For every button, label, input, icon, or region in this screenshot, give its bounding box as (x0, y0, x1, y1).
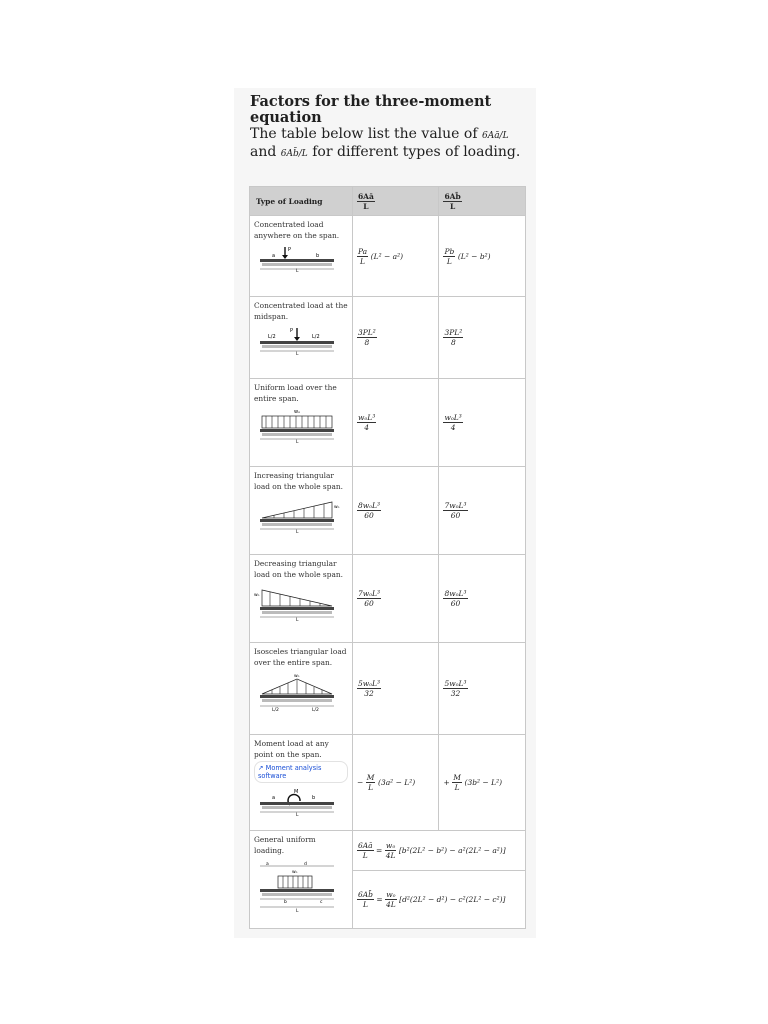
loading-description: Uniform load over the entire span. (254, 383, 337, 403)
factor-a-den: 60 (364, 599, 374, 608)
loading-type-cell (250, 643, 353, 735)
loading-type-cell (250, 467, 353, 555)
formula-b-lhs-num: 6Ab̄ (357, 890, 373, 899)
diagram-label: wₒ (334, 505, 340, 510)
factor-b-den: L (446, 256, 452, 266)
factor-a-den: L (368, 783, 374, 792)
table-row (250, 216, 526, 297)
header-col-b-num: 6Ab̄ (444, 191, 461, 201)
factor-a-cell (352, 555, 439, 643)
diagram-label: wₒ (292, 870, 298, 875)
header-col-b-den: L (449, 201, 456, 211)
factor-b-tail: (L² − b²) (457, 251, 491, 261)
intro-expr-b: 6Ab̄/L (280, 149, 308, 159)
factor-b-den: 8 (450, 338, 456, 347)
factor-b-num: 7wₒL³ (444, 501, 467, 510)
diagram-label: L/2 (312, 708, 319, 713)
factor-b-den: 32 (450, 689, 461, 698)
factor-a (366, 773, 376, 792)
table-row (250, 831, 526, 871)
formula-b-lhs (357, 890, 374, 909)
factor-a-sign: − (356, 778, 364, 787)
factor-a-cell (352, 643, 439, 735)
header-col-a-den: L (363, 201, 369, 211)
header-col-b-fraction (443, 192, 461, 211)
loading-type-cell (250, 735, 353, 831)
factor-a-num: 3PL² (357, 328, 376, 337)
factor-a-num: 7wₒL³ (357, 589, 381, 598)
formula-a-lhs-num: 6Aā (357, 841, 373, 850)
diagram-label: L (296, 618, 299, 622)
loading-type-cell (250, 216, 353, 297)
moment-analysis-software-link[interactable] (254, 761, 348, 783)
factor-a-num: wₒL³ (357, 413, 376, 422)
header-col-a (352, 187, 439, 216)
intro-paragraph (250, 126, 524, 162)
factor-b-cell (439, 467, 526, 555)
diagram-label: L (296, 530, 299, 534)
intro-and: and (250, 144, 277, 160)
diagram-label: L (296, 909, 299, 914)
factor-a-num: M (366, 773, 375, 782)
factor-b-den: 60 (450, 599, 461, 608)
intro-expr-a: 6Aā/L (481, 131, 509, 141)
diagram-label: b (284, 900, 287, 905)
loading-description: Increasing triangular load on the whole span. (254, 471, 343, 491)
formula-b-tail: [d²(2L² − d²) − c²(2L² − c²)] (399, 895, 506, 904)
factor-b-cell (439, 379, 526, 467)
diagram-label: a (266, 862, 269, 867)
diagram-label: L/2 (268, 334, 276, 340)
diagram-label: M (294, 789, 299, 795)
formula-a-lhs (357, 841, 374, 860)
formula-a-lhs-den: L (362, 851, 368, 860)
factor-b (443, 328, 463, 347)
page-title: Factors for the three-moment equation (250, 93, 492, 126)
diagram-label: L (296, 440, 299, 444)
factor-b-num: Pb (444, 246, 455, 256)
formula-a-rhs (385, 841, 397, 860)
formula-b-lhs-den: L (362, 900, 368, 909)
beam-diagram-general-uniform-load (254, 860, 340, 914)
diagram-label: wₒ (254, 593, 260, 598)
beam-diagram-isosceles-triangular-load (254, 672, 340, 714)
factor-a-cell (352, 467, 439, 555)
general-formula-b-cell (352, 871, 525, 929)
header-col-a-num: 6Aā (357, 191, 374, 201)
table-header-row (250, 187, 526, 216)
loading-description: General uniform loading. (254, 835, 316, 855)
diagram-label: L (296, 269, 299, 273)
header-col-b (439, 187, 526, 216)
diagram-label: L/2 (312, 334, 320, 340)
equals-sign: = (376, 895, 383, 904)
general-formula-a-cell (352, 831, 525, 871)
diagram-label: P (288, 247, 292, 253)
factor-a-cell (352, 379, 439, 467)
table-row (250, 555, 526, 643)
loading-description: Concentrated load at the midspan. (254, 301, 348, 321)
loading-type-cell (250, 379, 353, 467)
factor-a (357, 413, 376, 432)
diagram-label: b (316, 253, 320, 259)
beam-diagram-decreasing-triangular-load (254, 584, 340, 622)
diagram-label: L (296, 813, 299, 817)
factors-table (249, 186, 526, 929)
factor-b-den: L (454, 783, 460, 792)
table-row (250, 735, 526, 831)
factor-a-cell (352, 216, 439, 297)
table-row (250, 467, 526, 555)
loading-type-cell (250, 297, 353, 379)
factor-a-den: 8 (364, 338, 370, 347)
loading-description: Decreasing triangular load on the whole span. (254, 559, 343, 579)
diagram-label: wₒ (294, 674, 300, 679)
diagram-label: wₒ (294, 409, 301, 415)
factor-a (357, 501, 381, 520)
loading-description: Concentrated load anywhere on the span. (254, 220, 340, 240)
beam-diagram-uniform-load (254, 408, 340, 444)
header-type: Type of Loading (250, 187, 353, 216)
beam-diagram-increasing-triangular-load (254, 496, 340, 534)
beam-diagram-midspan-load (254, 326, 340, 356)
equals-sign: = (376, 846, 383, 855)
factor-b-sign: + (443, 778, 450, 787)
diagram-label: L/2 (272, 708, 279, 713)
factor-b (452, 773, 462, 792)
factor-a-tail: (3a² − L²) (378, 778, 416, 787)
diagram-label: P (290, 328, 294, 334)
factor-b-num: wₒL³ (444, 413, 462, 422)
formula-b-rhs-num: wₒ (386, 890, 396, 899)
loading-type-cell (250, 555, 353, 643)
factor-a-den: L (360, 256, 366, 266)
factor-a-den: 60 (364, 511, 374, 520)
factor-b (443, 247, 455, 266)
factor-a-tail: (L² − a²) (370, 251, 404, 261)
diagram-label: c (320, 900, 323, 905)
tag-icon: ↗ (258, 764, 264, 772)
formula-a-rhs-num: wₒ (385, 841, 396, 850)
factor-a (357, 247, 368, 266)
intro-suffix: for different types of loading. (312, 144, 521, 160)
diagram-label: a (272, 795, 276, 801)
formula-b-rhs-den: 4L (386, 900, 396, 909)
table-row (250, 643, 526, 735)
factor-b-num: 3PL² (444, 328, 463, 337)
diagram-label: a (272, 253, 276, 259)
factor-a-num: 8wₒL³ (357, 501, 381, 510)
factor-b (443, 413, 462, 432)
diagram-label: L (296, 352, 299, 356)
formula-b-rhs (385, 890, 397, 909)
factor-b-cell (439, 735, 526, 831)
factor-a-cell (352, 735, 439, 831)
factor-b-cell (439, 555, 526, 643)
table-row (250, 379, 526, 467)
factor-b-den: 4 (450, 423, 456, 432)
factor-a-cell (352, 297, 439, 379)
factor-b-num: 5wₒL³ (444, 679, 467, 688)
factor-b-tail: (3b² − L²) (464, 778, 503, 787)
factor-b-cell (439, 297, 526, 379)
factor-b-cell (439, 643, 526, 735)
loading-description: Isosceles triangular load over the entire span. (254, 647, 347, 667)
document-header (250, 94, 524, 162)
factor-b (443, 589, 467, 608)
factor-a-den: 4 (364, 423, 369, 432)
formula-a-rhs-den: 4L (385, 851, 396, 860)
factor-a (357, 328, 377, 347)
loading-type-cell (250, 831, 353, 929)
factor-b-cell (439, 216, 526, 297)
factor-b-num: 8wₒL³ (444, 589, 467, 598)
factor-a (357, 589, 381, 608)
beam-diagram-concentrated-load (254, 245, 340, 273)
table-row (250, 297, 526, 379)
factor-b-den: 60 (450, 511, 461, 520)
intro-prefix: The table below list the value of (250, 126, 478, 142)
link-label: Moment analysis software (258, 764, 322, 780)
factor-a-num: 5wₒL³ (357, 679, 381, 688)
formula-a-tail: [b²(2L² − b²) − a²(2L² − a²)] (398, 846, 506, 855)
diagram-label: b (312, 795, 316, 801)
factor-a-den: 32 (364, 689, 374, 698)
factor-b-num: M (453, 773, 461, 782)
factor-a-num: Pa (357, 246, 368, 256)
factor-a (357, 679, 381, 698)
loading-description: Moment load at any point on the span. (254, 739, 329, 759)
factor-b (443, 501, 467, 520)
beam-diagram-moment-load (254, 787, 340, 817)
header-col-a-fraction (357, 192, 375, 211)
diagram-label: d (304, 862, 307, 867)
factor-b (443, 679, 467, 698)
